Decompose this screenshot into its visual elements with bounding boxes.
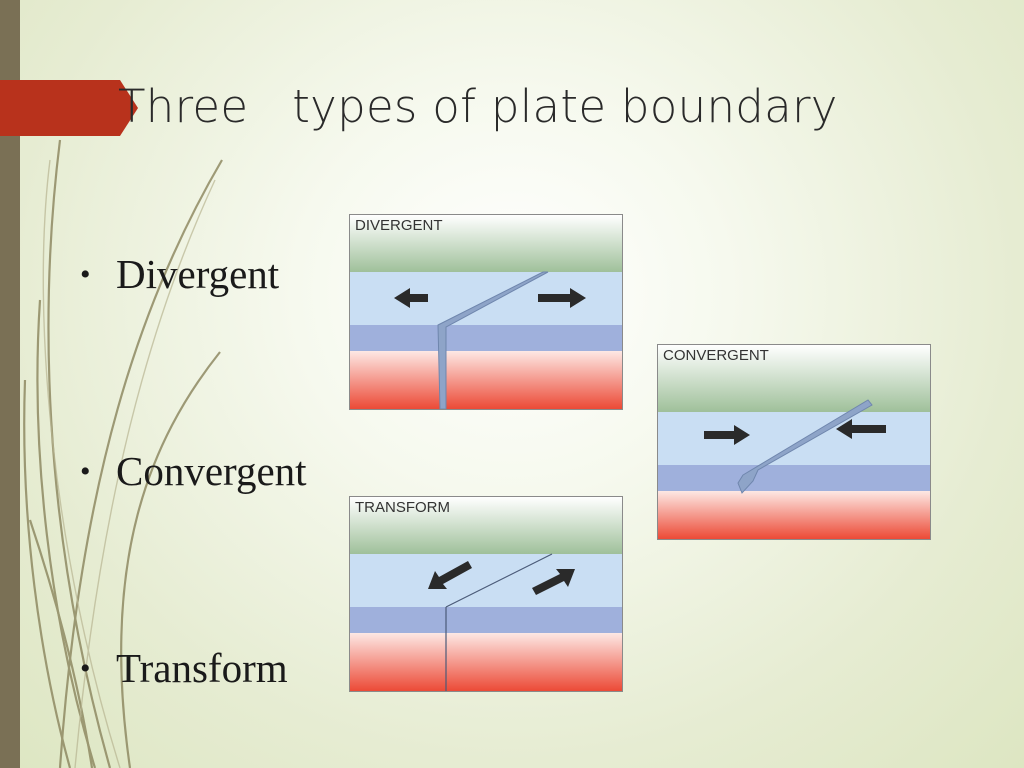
diagram-label: CONVERGENT — [663, 347, 769, 364]
lithosphere-layer — [350, 325, 622, 351]
plate-layer — [658, 412, 930, 465]
bullet-marker: • — [80, 652, 91, 685]
transform-diagram — [349, 496, 623, 692]
diagram-label: DIVERGENT — [355, 217, 443, 234]
bullet-transform — [80, 644, 288, 692]
mantle-layer — [350, 351, 622, 409]
bullet-convergent — [80, 447, 307, 495]
lithosphere-layer — [658, 465, 930, 491]
bullet-marker: • — [80, 455, 91, 488]
convergent-diagram — [657, 344, 931, 540]
plate-layer — [350, 554, 622, 607]
bullet-text: Transform — [116, 645, 288, 691]
bullet-marker: • — [80, 258, 91, 291]
slide-title: Three types of plate boundary — [118, 80, 838, 133]
diagram-label: TRANSFORM — [355, 499, 450, 516]
mantle-layer — [658, 491, 930, 539]
mantle-layer — [350, 633, 622, 691]
bullet-text: Divergent — [116, 251, 280, 297]
bullet-divergent — [80, 250, 279, 298]
divergent-diagram — [349, 214, 623, 410]
bullet-text: Convergent — [116, 448, 307, 494]
lithosphere-layer — [350, 607, 622, 633]
